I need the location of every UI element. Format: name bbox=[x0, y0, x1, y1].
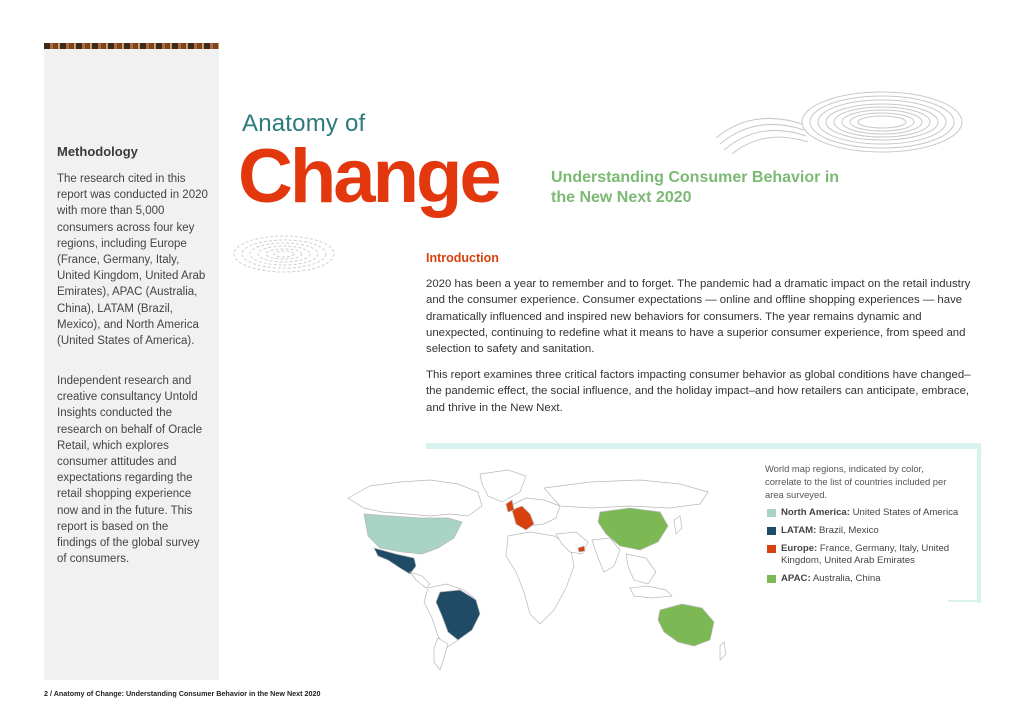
legend-countries: Australia, China bbox=[812, 573, 881, 584]
methodology-paragraph-2: Independent research and creative consultancy Untold Insights conducted the research on behalf of Oracle Retail, which explores consumer attitudes and expectations regarding the retail shopping experience now and in the future. This report is based on the findings of the global survey of consumers. bbox=[57, 375, 203, 566]
legend-item-apac bbox=[767, 573, 881, 585]
legend-item-latam bbox=[767, 525, 879, 537]
legend-region: APAC: bbox=[781, 573, 811, 584]
legend-countries: France, Germany, Italy, United Kingdom, United Arab Emirates bbox=[781, 543, 950, 566]
russia-shape bbox=[544, 480, 708, 508]
introduction-heading: Introduction bbox=[426, 251, 499, 265]
legend-countries: Brazil, Mexico bbox=[819, 525, 879, 536]
uk-shape bbox=[506, 500, 514, 512]
methodology-heading: Methodology bbox=[57, 144, 138, 159]
japan-shape bbox=[674, 516, 682, 534]
central-america-shape bbox=[410, 572, 430, 588]
map-frame-top bbox=[426, 443, 981, 449]
fingerprint-texture-left bbox=[230, 232, 338, 276]
decorative-strip bbox=[44, 43, 219, 49]
new-zealand-shape bbox=[720, 642, 726, 660]
indonesia-shape bbox=[630, 586, 672, 598]
methodology-paragraph-1: The research cited in this report was conducted in 2020 with more than 5,000 consumers across four key regions, including Europe (France, Germany, Italy, United Kingdom, United Arab Emirates), APAC (Australia, China), LATAM (Brazil, Mexico), and North America (United States of America). bbox=[57, 173, 208, 348]
australia-shape bbox=[658, 604, 714, 646]
legend-region: North America: bbox=[781, 507, 850, 518]
legend-countries: United States of America bbox=[852, 507, 959, 518]
sidebar-panel bbox=[44, 48, 219, 680]
legend-item-europe bbox=[767, 543, 967, 567]
introduction-paragraph-2: This report examines three critical factors impacting consumer behavior as global conditions have changed–the pandemic effect, the social influence, and the holiday impact–and how retailers can anticipate, embrace, and thrive in the New Next. bbox=[426, 369, 971, 414]
southern-cone-shape bbox=[434, 638, 448, 670]
legend-swatch bbox=[767, 509, 776, 517]
legend-region: LATAM: bbox=[781, 525, 817, 536]
legend-swatch bbox=[767, 545, 776, 553]
introduction-paragraph-1: 2020 has been a year to remember and to forget. The pandemic had a dramatic impact on the retail industry and the consumer experience. Consumer expectations — online and offline shopping experiences — have dramatically influenced and inspired new behaviors for consumers. The year remains dynamic and unexpected, continuing to redefine what it means to have a superior consumer experience, from speed and selection to safety and sanitation. bbox=[426, 278, 971, 356]
south-asia-shape bbox=[592, 538, 620, 572]
legend-region: Europe: bbox=[781, 543, 818, 554]
legend-swatch bbox=[767, 575, 776, 583]
southeast-asia-shape bbox=[626, 554, 656, 584]
map-legend-note: World map regions, indicated by color, correlate to the list of countries included per area surveyed. bbox=[765, 463, 947, 500]
fingerprint-texture-top-right bbox=[712, 88, 970, 160]
title-headline: Change bbox=[238, 134, 499, 219]
report-subtitle: Understanding Consumer Behavior in the New Next 2020 bbox=[551, 169, 840, 206]
map-frame-right bbox=[977, 447, 981, 603]
title-kicker: Anatomy of bbox=[242, 110, 366, 137]
map-frame-bottom bbox=[948, 600, 981, 602]
greenland-shape bbox=[480, 470, 526, 502]
legend-item-north-america bbox=[767, 507, 958, 519]
canada-shape bbox=[348, 480, 482, 516]
world-map bbox=[330, 462, 730, 674]
legend-swatch bbox=[767, 527, 776, 535]
usa-shape bbox=[364, 514, 462, 554]
page-footer: 2 / Anatomy of Change: Understanding Consumer Behavior in the New Next 2020 bbox=[44, 689, 321, 698]
